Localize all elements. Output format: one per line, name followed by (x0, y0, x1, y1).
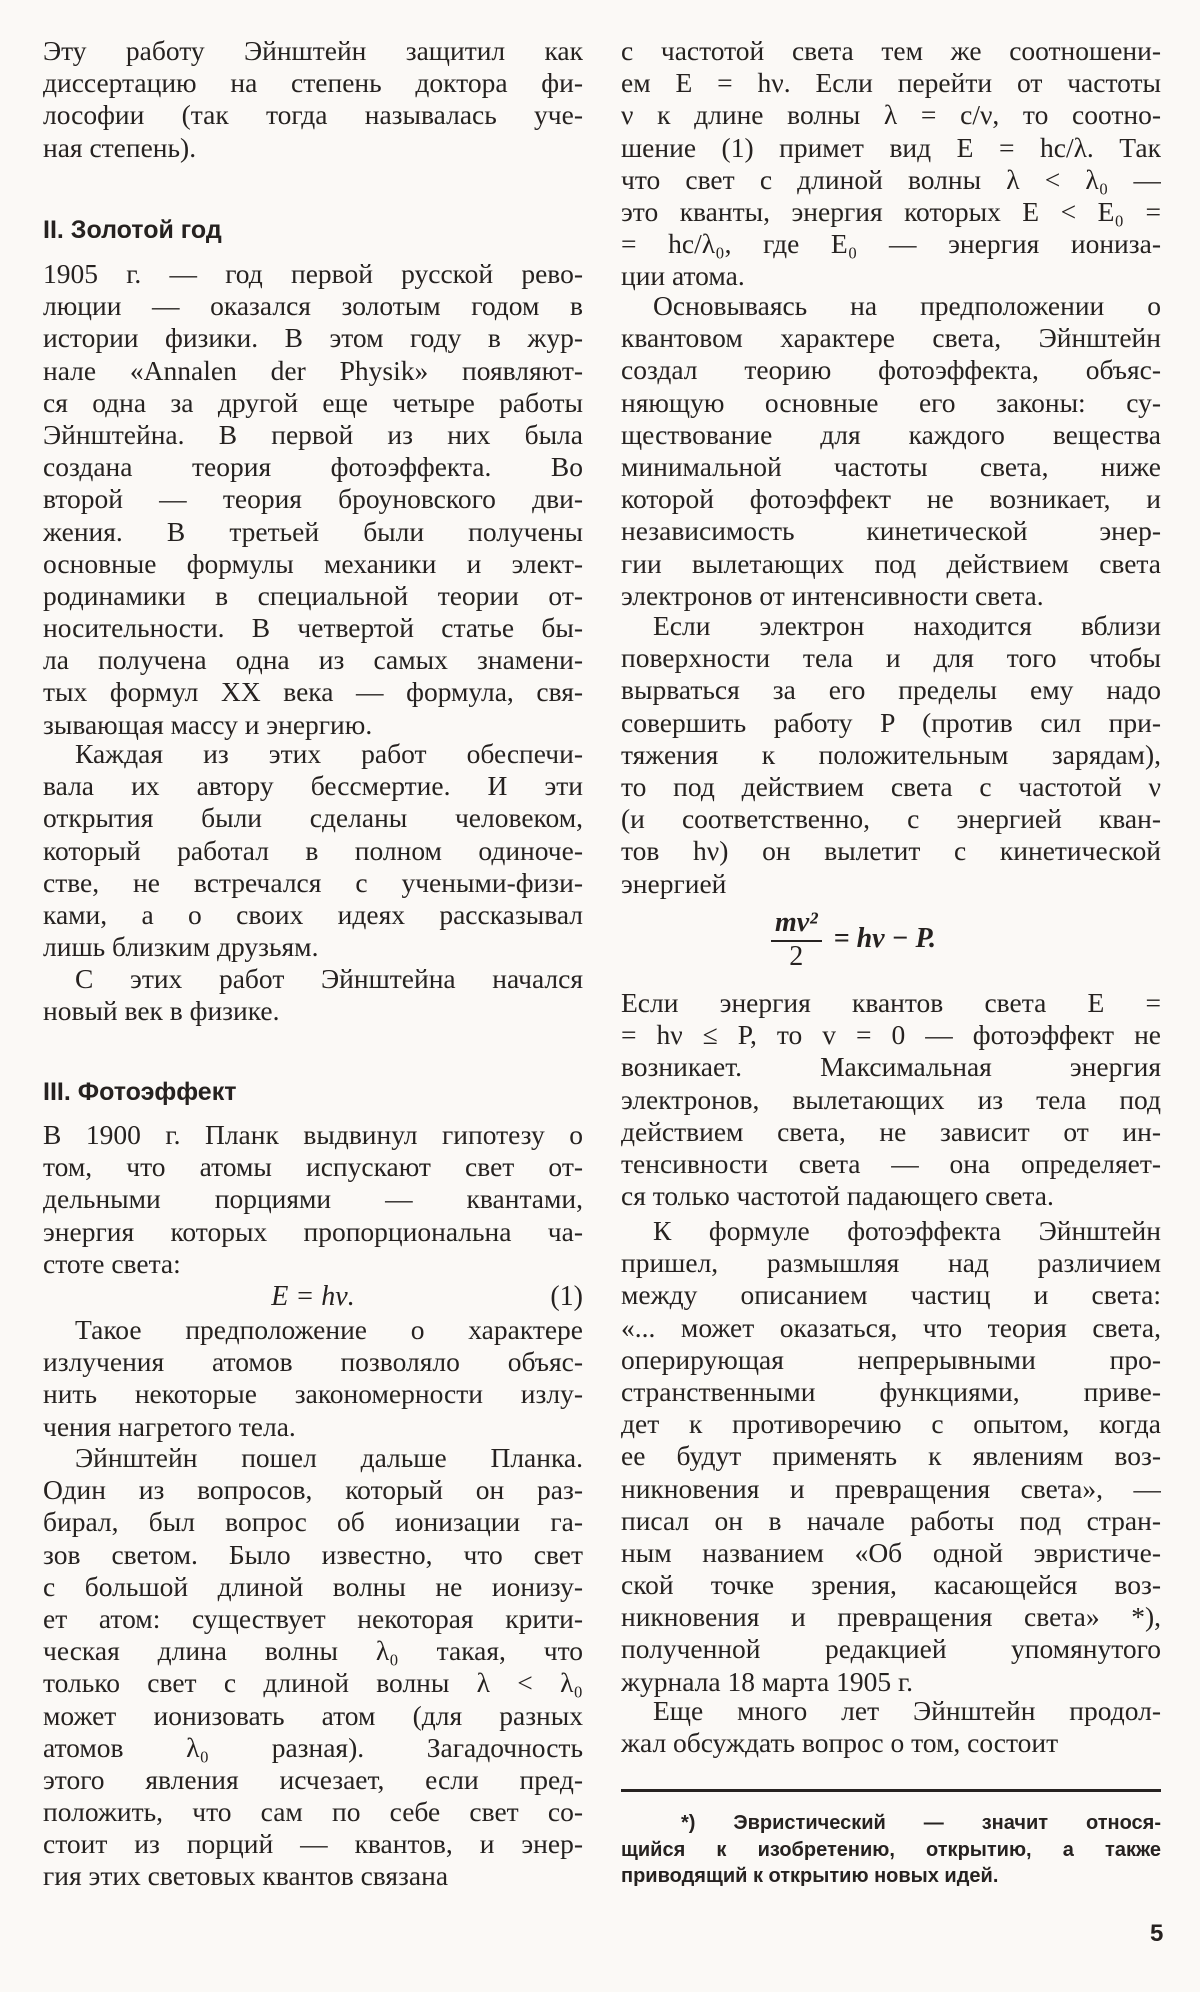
text-line: дет к противоречию с опытом, когда (621, 1408, 1161, 1440)
text-line: К формуле фотоэффекта Эйнштейн (653, 1215, 1161, 1246)
text-line: Еще много лет Эйнштейн продол- (653, 1695, 1161, 1726)
text-line: люции — оказался золотым годом в (43, 290, 583, 322)
text-line: что свет с длиной волны λ < λ₀ — (621, 163, 1161, 195)
text-line: тяжения к положительным зарядам), (621, 738, 1161, 770)
text-line: шение (1) примет вид E = hc/λ. Так (621, 131, 1161, 163)
text-line: полученной редакцией упомянутого (621, 1633, 1161, 1665)
paragraph-ionization (43, 1442, 583, 1893)
text-line: нале «Annalen der Physik» появляют- (43, 354, 583, 386)
text-line: ществование для каждого вещества (621, 418, 1161, 450)
text-line: ная степень). (43, 131, 197, 163)
fraction (771, 906, 822, 972)
paragraph-quote (621, 1215, 1161, 1698)
formula-kinetic-energy (771, 906, 936, 972)
text-line: дельными порциями — квантами, (43, 1183, 583, 1215)
formula-number: (1) (550, 1281, 583, 1312)
text-line: то под действием света с частотой ν (621, 770, 1161, 802)
text-line: с частотой света тем же соотношени- (621, 35, 1161, 66)
text-line: жения. В третьей были получены (43, 515, 583, 547)
text-line: Каждая из этих работ обеспечи- (75, 738, 583, 769)
text-line: щийся к изобретению, открытию, а также (621, 1838, 1161, 1861)
text-line: зов светом. Было известно, что свет (43, 1538, 583, 1570)
text-line: положить, что сам по себе свет со- (43, 1796, 583, 1828)
text-line: носительности. В четвертой статье бы- (43, 612, 583, 644)
text-line: Если электрон находится вблизи (653, 610, 1161, 641)
text-line: 1905 г. — год первой русской рево- (43, 258, 583, 289)
text-line: вала их автору бессмертие. И эти (43, 770, 583, 802)
text-line: который работал в полном одиноче- (43, 834, 583, 866)
text-line: излучения атомов позволяло объяс- (43, 1346, 583, 1378)
text-line: вырваться за его пределы ему надо (621, 674, 1161, 706)
text-line: ным названием «Об одной эвристиче- (621, 1536, 1161, 1568)
text-line: ем E = hν. Если перейти от частоты (621, 67, 1161, 99)
text-line: это кванты, энергия которых E < E₀ = (621, 195, 1161, 227)
text-line: *) Эвристический — значит относя- (681, 1812, 1161, 1834)
text-line: Эйнштейна. В первой из них была (43, 418, 583, 450)
text-line: создана теория фотоэффекта. Во (43, 451, 583, 483)
paragraph-new-century (43, 963, 583, 1027)
paragraph-wavelength (621, 35, 1161, 293)
text-line: ся одна за другой еще четыре работы (43, 386, 583, 418)
text-line: тенсивности света — она определяет- (621, 1147, 1161, 1179)
text-line: (и соответственно, с энергией кван- (621, 803, 1161, 835)
text-line: поверхности тела и для того чтобы (621, 642, 1161, 674)
footnote (621, 1810, 1161, 1890)
paragraph-assumption (43, 1314, 583, 1443)
text-line: журнала 18 марта 1905 г. (621, 1665, 914, 1697)
paragraph-photoeffect-theory (621, 290, 1161, 612)
text-line: ν к длине волны λ = c/ν, то соотно- (621, 99, 1161, 131)
text-line: В 1900 г. Планк выдвинул гипотезу о (43, 1119, 583, 1150)
text-line: оперирующая непрерывными про- (621, 1343, 1161, 1375)
paragraph-immortality (43, 738, 583, 963)
text-line: гии вылетающих под действием света (621, 547, 1161, 579)
text-line: электронов, вылетающих из тела под (621, 1083, 1161, 1115)
text-line: странственными функциями, приве- (621, 1375, 1161, 1407)
paragraph-continued (621, 1695, 1161, 1759)
text-line: ческая длина волны λ₀ такая, что (43, 1635, 583, 1667)
paragraph-dissertation (43, 35, 583, 164)
text-line: лишь близким друзьям. (43, 931, 319, 963)
text-line: независимость кинетической энер- (621, 515, 1161, 547)
text-line: Эйнштейн пошел дальше Планка. (75, 1442, 583, 1473)
text-line: ее будут применять к явлениям воз- (621, 1440, 1161, 1472)
text-line: энергия которых пропорциональна ча- (43, 1215, 583, 1247)
text-line: чения нагретого тела. (43, 1410, 296, 1442)
text-line: возникает. Максимальная энергия (621, 1051, 1161, 1083)
text-line: = hc/λ₀, где E₀ — энергия иониза- (621, 228, 1161, 260)
text-line: открытия были сделаны человеком, (43, 802, 583, 834)
formula-rhs: = hν − P. (833, 923, 937, 954)
text-line: создал теорию фотоэффекта, объяс- (621, 354, 1161, 386)
text-line: няющую основные его законы: су- (621, 386, 1161, 418)
text-line: бирал, был вопрос об ионизации га- (43, 1506, 583, 1538)
text-line: с большой длиной волны не ионизу- (43, 1570, 583, 1602)
text-line: совершить работу P (против сил при- (621, 706, 1161, 738)
text-line: Один из вопросов, который он раз- (43, 1474, 583, 1506)
text-line: атомов λ₀ разная). Загадочность (43, 1731, 583, 1763)
text-line: никновения и превращения света» *), (621, 1601, 1161, 1633)
text-line: тых формул XX века — формула, свя- (43, 676, 583, 708)
text-line: стве, не встречался с учеными-физи- (43, 866, 583, 898)
text-line: основные формулы механики и элект- (43, 547, 583, 579)
text-line: истории физики. В этом году в жур- (43, 322, 583, 354)
section-heading-photoeffect: III. Фотоэффект (43, 1078, 237, 1106)
text-line: стоте света: (43, 1247, 181, 1279)
text-line: энергией (621, 867, 727, 899)
paragraph-electron-work (621, 610, 1161, 900)
text-line: действием света, не зависит от ин- (621, 1115, 1161, 1147)
text-line: только свет с длиной волны λ < λ₀ (43, 1667, 583, 1699)
text-line: никновения и превращения света», — (621, 1472, 1161, 1504)
text-line: нить некоторые закономерности излу- (43, 1378, 583, 1410)
text-line: электронов от интенсивности света. (621, 579, 1044, 611)
text-line: Основываясь на предположении о (653, 290, 1161, 321)
text-line: = hν ≤ P, то v = 0 — фотоэффект не (621, 1019, 1161, 1051)
text-line: ла получена одна из самых знамени- (43, 644, 583, 676)
text-line: писал он в начале работы под стран- (621, 1504, 1161, 1536)
text-line: минимальной частоты света, ниже (621, 450, 1161, 482)
text-line: Эту работу Эйнштейн защитил как (43, 35, 583, 66)
fraction-numerator: mv² (771, 906, 822, 942)
text-line: новый век в физике. (43, 995, 280, 1027)
page-number: 5 (1150, 1920, 1164, 1947)
text-line: родинамики в специальной теории от- (43, 579, 583, 611)
text-line: лософии (так тогда называлась уче- (43, 99, 583, 131)
text-line: Если энергия квантов света E = (621, 987, 1161, 1018)
text-line: ской точке зрения, касающейся воз- (621, 1569, 1161, 1601)
text-line: между описанием частиц и света: (621, 1279, 1161, 1311)
text-line: жал обсуждать вопрос о том, состоит (621, 1727, 1059, 1759)
paragraph-max-energy (621, 987, 1161, 1212)
text-line: ции атома. (621, 260, 745, 292)
fraction-denominator: 2 (789, 941, 804, 972)
text-line: квантовом характере света, Эйнштейн (621, 322, 1161, 354)
formula-expression: E = hν. (271, 1281, 355, 1312)
text-line: ет атом: существует некоторая крити- (43, 1602, 583, 1634)
text-line: «... может оказаться, что теория света, (621, 1311, 1161, 1343)
footnote-divider (621, 1789, 1161, 1792)
paragraph-planck (43, 1119, 583, 1280)
text-line: тов hν) он вылетит с кинетической (621, 835, 1161, 867)
paragraph-1905 (43, 258, 583, 741)
formula-energy (43, 1281, 583, 1313)
text-line: второй — теория броуновского дви- (43, 483, 583, 515)
text-line: приводящий к открытию новых идей. (621, 1865, 999, 1887)
text-line: этого явления исчезает, если пред- (43, 1763, 583, 1795)
text-line: может ионизовать атом (для разных (43, 1699, 583, 1731)
text-line: ся только частотой падающего света. (621, 1180, 1054, 1212)
text-line: Такое предположение о характере (75, 1314, 583, 1345)
section-heading-golden-year: II. Золотой год (43, 216, 222, 244)
text-line: стоит из порций — квантов, и энер- (43, 1828, 583, 1860)
text-line: диссертацию на степень доктора фи- (43, 67, 583, 99)
text-line: том, что атомы испускают свет от- (43, 1151, 583, 1183)
text-line: ками, а о своих идеях рассказывал (43, 898, 583, 930)
text-line: пришел, размышляя над различием (621, 1247, 1161, 1279)
text-line: гия этих световых квантов связана (43, 1860, 449, 1892)
text-line: которой фотоэффект не возникает, и (621, 483, 1161, 515)
text-line: зывающая массу и энергию. (43, 708, 373, 740)
text-line: С этих работ Эйнштейна начался (75, 963, 583, 994)
